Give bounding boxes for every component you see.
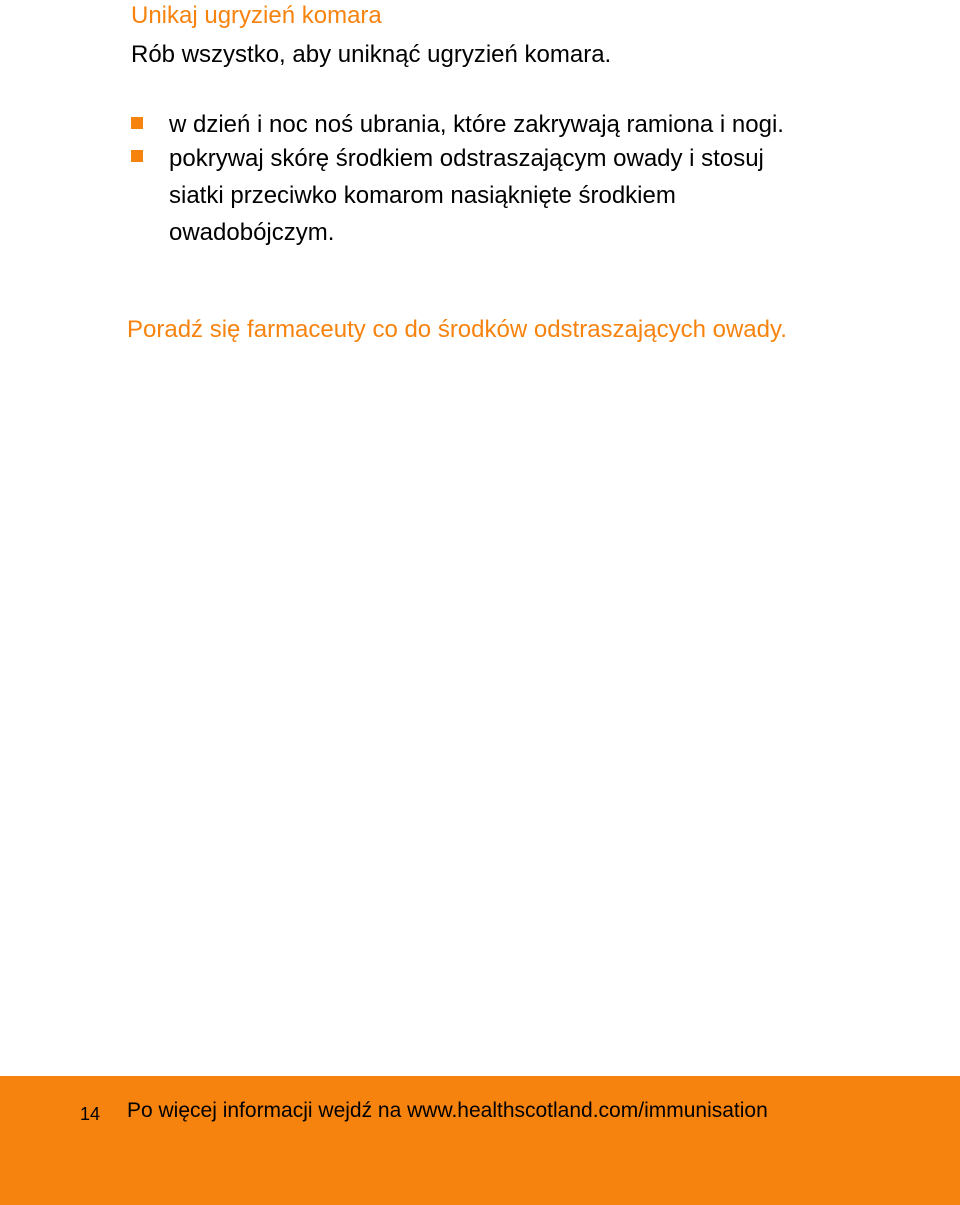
- square-bullet-icon: [131, 117, 143, 129]
- pharmacist-advice: Poradź się farmaceuty co do środków odstraszających owady.: [127, 316, 787, 343]
- bullet-list: [131, 109, 831, 251]
- bullet-text: w dzień i noc noś ubrania, które zakrywają ramiona i nogi.: [169, 111, 784, 138]
- intro-text: Rób wszystko, aby uniknąć ugryzień komara.: [131, 41, 612, 68]
- bullet-item: [131, 109, 831, 140]
- section-heading: Unikaj ugryzień komara: [131, 2, 382, 29]
- bullet-item: [131, 140, 831, 251]
- footer-bar: [0, 1076, 960, 1205]
- footer-info-link[interactable]: Po więcej informacji wejdź na www.healthscotland.com/immunisation: [127, 1099, 768, 1122]
- bullet-text: pokrywaj skórę środkiem odstraszającym owady i stosuj siatki przeciwko komarom nasiąknięte środkiem owadobójczym.: [169, 145, 764, 246]
- page-number: 14: [80, 1104, 101, 1124]
- square-bullet-icon: [131, 150, 143, 162]
